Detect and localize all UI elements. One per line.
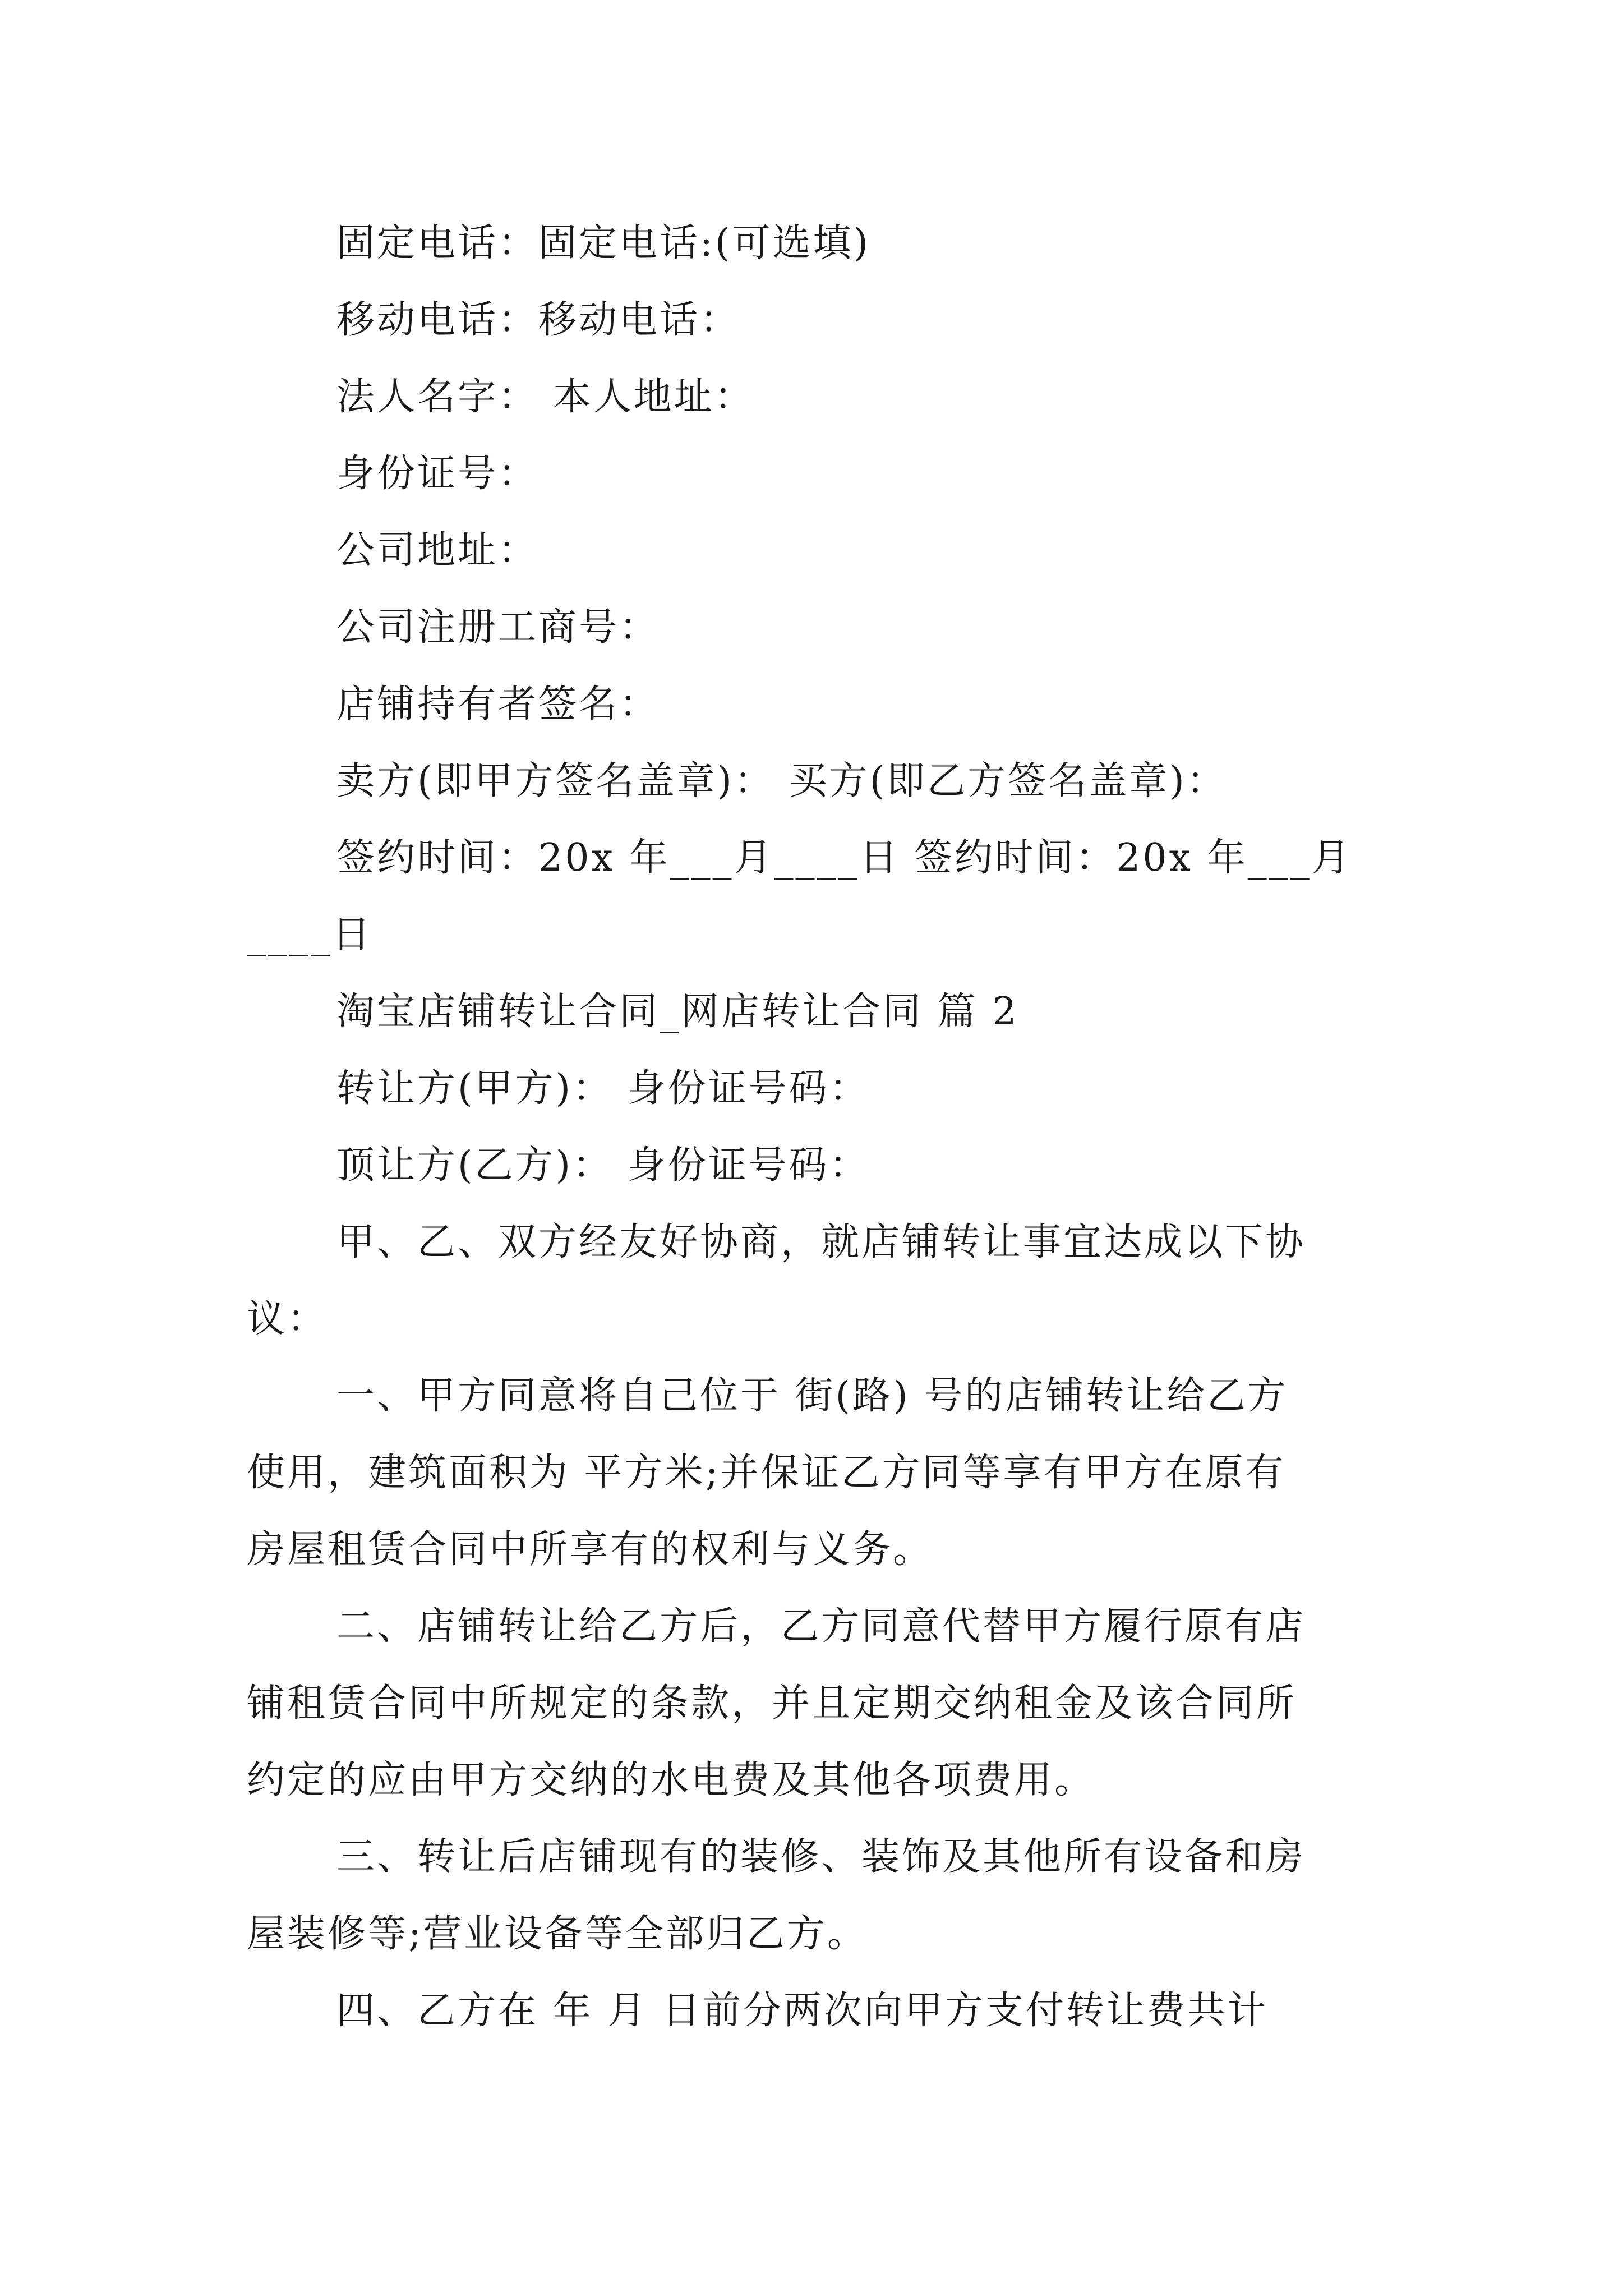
company-registration-line: 公司注册工商号： bbox=[336, 605, 660, 650]
clause-3: 三、转让后店铺现有的装修、装饰及其他所有设备和房 bbox=[336, 1835, 1306, 1879]
clause-1: 一、甲方同意将自己位于 街(路) 号的店铺转让给乙方 bbox=[336, 1374, 1288, 1418]
clause-3-cont: 屋装修等;营业设备等全部归乙方。 bbox=[247, 1912, 868, 1956]
legal-person-line: 法人名字： 本人地址： bbox=[336, 375, 755, 419]
seller-buyer-signature-line: 卖方(即甲方签名盖章)： 买方(即乙方签名盖章)： bbox=[336, 759, 1227, 803]
shop-holder-signature-line: 店铺持有者签名： bbox=[336, 682, 660, 726]
clause-2-cont-1: 铺租赁合同中所规定的条款，并且定期交纳租金及该合同所 bbox=[247, 1681, 1297, 1726]
signing-date-line-cont: ____日 bbox=[247, 913, 373, 957]
mobile-phone-line: 移动电话：移动电话： bbox=[336, 298, 741, 342]
clause-4: 四、乙方在 年 月 日前分两次向甲方支付转让费共计 bbox=[336, 1989, 1268, 2033]
transferee-line: 顶让方(乙方)： 身份证号码： bbox=[336, 1143, 870, 1188]
signing-date-line: 签约时间：20x 年___月____日 签约时间：20x 年___月 bbox=[336, 836, 1352, 880]
clause-2-cont-2: 约定的应由甲方交纳的水电费及其他各项费用。 bbox=[247, 1758, 1095, 1802]
clause-2: 二、店铺转让给乙方后，乙方同意代替甲方履行原有店 bbox=[336, 1604, 1306, 1649]
paragraph-intro-cont: 议： bbox=[247, 1297, 328, 1341]
clause-1-cont-1: 使用，建筑面积为 平方米;并保证乙方同等享有甲方在原有 bbox=[247, 1451, 1286, 1495]
fixed-phone-line: 固定电话：固定电话:(可选填) bbox=[336, 221, 870, 265]
clause-1-cont-2: 房屋租赁合同中所享有的权利与义务。 bbox=[247, 1527, 934, 1572]
id-number-line: 身份证号： bbox=[336, 452, 539, 496]
section-heading: 淘宝店铺转让合同_网店转让合同 篇 2 bbox=[336, 990, 1019, 1034]
transferor-line: 转让方(甲方)： 身份证号码： bbox=[336, 1066, 870, 1111]
company-address-line: 公司地址： bbox=[336, 528, 539, 573]
paragraph-intro: 甲、乙、双方经友好协商，就店铺转让事宜达成以下协 bbox=[336, 1220, 1306, 1264]
